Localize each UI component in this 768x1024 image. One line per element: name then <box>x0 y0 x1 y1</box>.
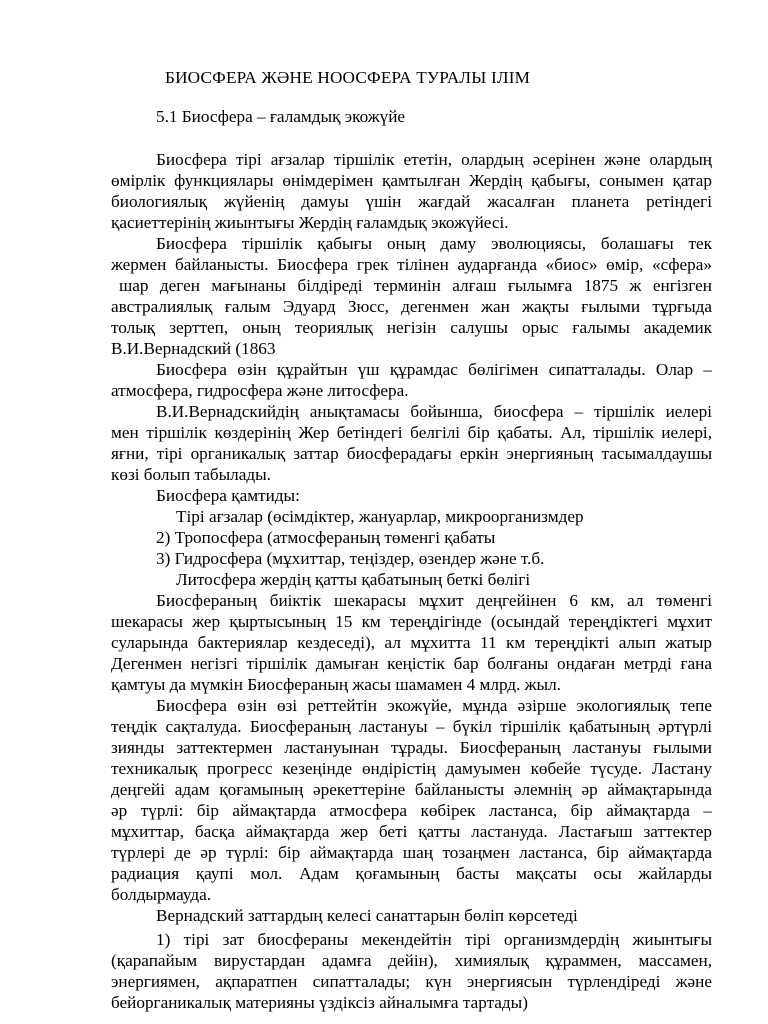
page-title: БИОСФЕРА ЖӘНЕ НООСФЕРА ТУРАЛЫ ІЛІМ <box>165 68 531 87</box>
text-line: болдырмауда. <box>111 885 212 904</box>
text-line: Биосфераның биіктік шекарасы мұхит деңгейінен 6 км, ал төменгі <box>156 591 712 610</box>
text-line: энергиямен, ақпаратпен сипатталады; күн энергиясын түрлендіреді және <box>111 972 712 991</box>
text-line: теңдік сақталуда. Биосфераның ластануы – бүкіл тіршілік қабатының әртүрлі <box>111 717 712 736</box>
text-line: радиация қаупі мол. Адам қоғамының басты мақсаты осы жайларды <box>111 864 712 883</box>
text-line: деңгейі адам қоғамының әрекеттеріне байланысты әлемнің әр аймақтарында <box>111 780 712 799</box>
text-line: бейорганикалық материяны үздіксіз айналымға тартады) <box>111 993 528 1012</box>
text-line: В.И.Вернадский (1863 <box>111 339 276 358</box>
text-line: техникалық прогресс кезеңінде өндірістің дамуымен көбейе түсуде. Ластану <box>111 759 712 778</box>
text-line: Биосфера өзін құрайтын үш құрамдас бөлігімен сипатталады. Олар – <box>156 360 712 379</box>
list-item: 2) Тропосфера (атмосфераның төменгі қабаты <box>156 528 496 547</box>
text-line: мен тіршілік көздерінің Жер бетіндегі белгілі бір қабаты. Ал, тіршілік иелері, <box>111 423 712 442</box>
text-line: мұхиттар, басқа аймақтарда жер беті қатты ластануда. Ластағыш заттектер <box>111 822 712 841</box>
text-line: жермен байланысты. Биосфера грек тілінен аударғанда «биос» өмір, «сфера» <box>111 255 712 274</box>
text-line: әр түрлі: бір аймақтарда атмосфера көбірек ластанса, бір аймақтарда – <box>111 801 712 820</box>
text-line: шекарасы жер қыртысының 15 км тереңдігінде (осындай тереңдіктегі мұхит <box>111 612 712 631</box>
text-line: В.И.Вернадскийдің анықтамасы бойынша, биосфера – тіршілік иелері <box>156 402 712 421</box>
text-line: Вернадский заттардың келесі санаттарын бөліп көрсетеді <box>156 906 578 925</box>
text-line: зиянды заттектермен ластануынан тұрады. Биосфераның ластануы ғылыми <box>111 738 712 757</box>
list-item: Литосфера жердің қатты қабатының беткі бөлігі <box>176 570 531 589</box>
text-line: Биосфера өзін өзі реттейтін экожүйе, мұнда әзірше экологиялық тепе <box>156 696 712 715</box>
text-line: қамтуы да мүмкін Биосфераның жасы шамамен 4 млрд. жыл. <box>111 675 561 694</box>
text-line: Биосфера тірі ағзалар тіршілік ететін, олардың әсерінен және олардың <box>156 150 712 169</box>
list-item: 3) Гидросфера (мұхиттар, теңіздер, өзендер және т.б. <box>156 549 545 568</box>
section-heading: 5.1 Биосфера – ғаламдық экожүйе <box>156 107 406 126</box>
text-line: Биосфера тіршілік қабығы оның даму эволюциясы, болашағы тек <box>156 234 712 253</box>
text-line: Дегенмен негізгі тіршілік дамыған кеңістік бар болғаны ондаған метрді ғана <box>111 654 712 673</box>
text-line: австралиялық ғалым Эдуард Зюсс, дегенмен жан жақты ғылыми тұрғыда <box>111 297 712 316</box>
text-line: атмосфера, гидросфера және литосфера. <box>111 381 409 400</box>
text-line: 1) тірі зат биосфераны мекендейтін тірі организмдердің жиынтығы <box>156 930 712 949</box>
text-line: яғни, тірі органикалық заттар биосферадағы еркін энергияның тасымалдаушы <box>111 444 712 463</box>
text-line: (қарапайым вирустардан адамға дейін), химиялық құраммен, массамен, <box>111 951 712 970</box>
text-line: биологиялық жүйенің дамуы үшін жағдай жасалған планета ретіндегі <box>111 192 712 211</box>
list-item: Тірі ағзалар (өсімдіктер, жануарлар, микроорганизмдер <box>176 507 584 526</box>
list-heading: Биосфера қамтиды: <box>156 486 300 505</box>
text-line: көзі болып табылады. <box>111 465 271 484</box>
text-line: шар деген мағынаны білдіреді терминін алғаш ғылымға 1875 ж енгізген <box>119 276 712 295</box>
text-line: суларында бактериялар кездеседі), ал мұхитта 11 км тереңдікті алып жатыр <box>111 633 712 652</box>
text-line: толық зерттеп, оның теориялық негізін салушы орыс ғалымы академик <box>111 318 712 337</box>
text-line: өмірлік функциялары өнімдерімен қамтылған Жердің қабығы, сонымен қатар <box>111 171 712 190</box>
text-line: түрлері де әр түрлі: бір аймақтарда шаң тозаңмен ластанса, бір аймақтарда <box>111 843 712 862</box>
text-line: қасиеттерінің жиынтығы Жердің ғаламдық экожүйесі. <box>111 213 509 232</box>
